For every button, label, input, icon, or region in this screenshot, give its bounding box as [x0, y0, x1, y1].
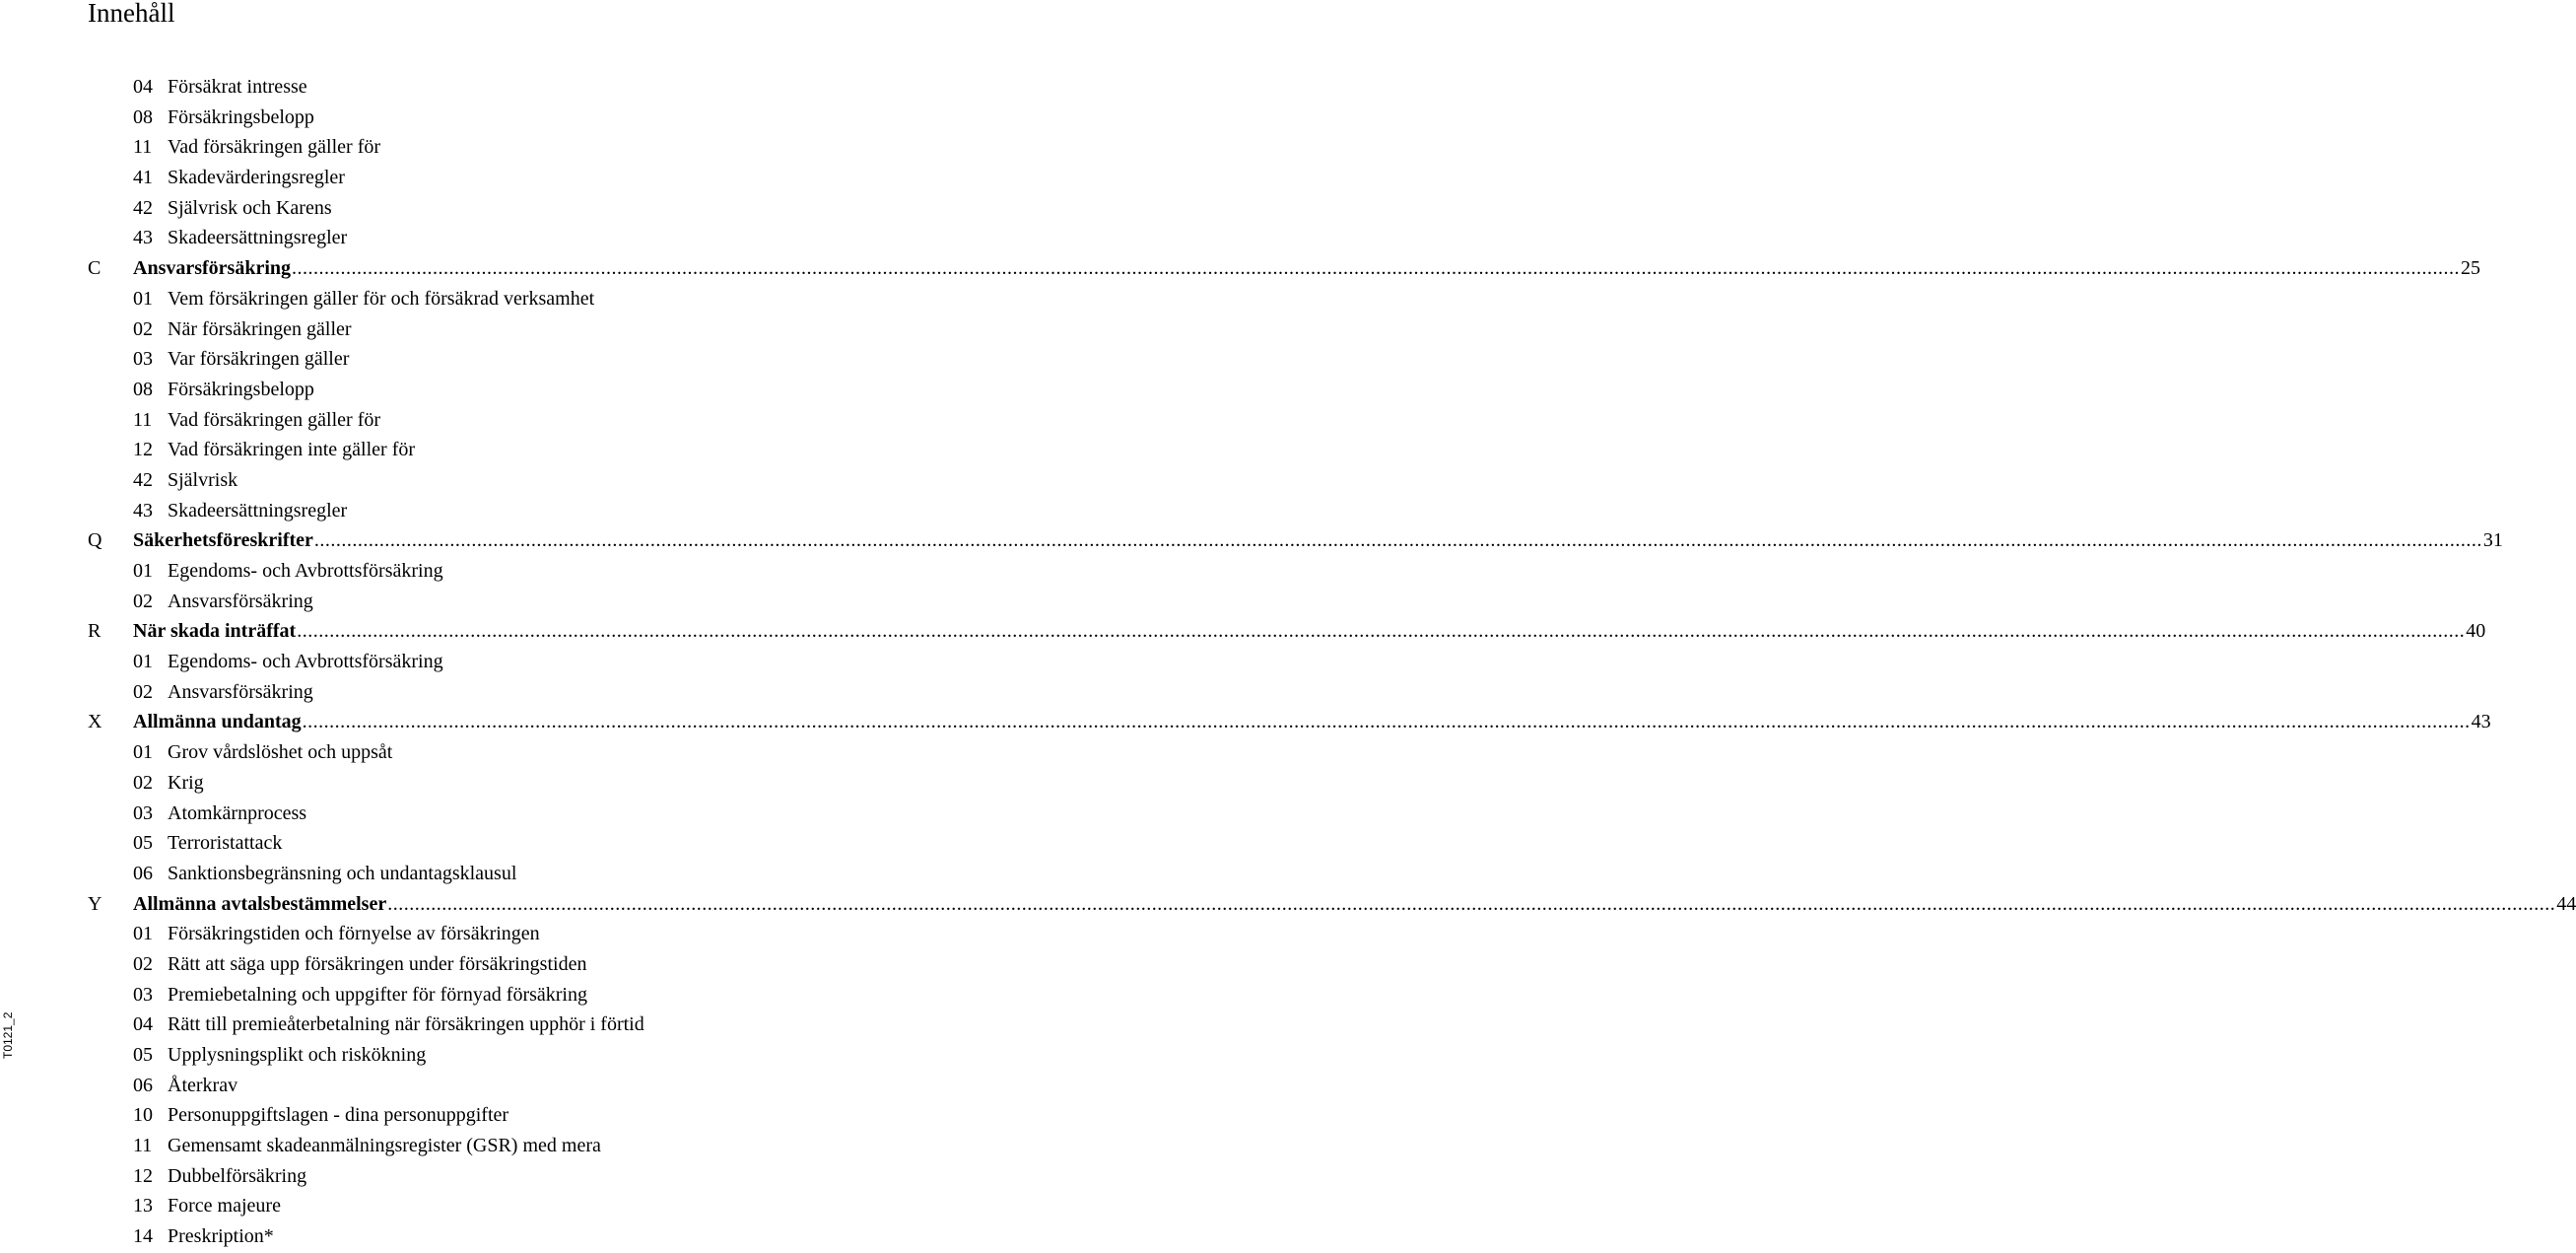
subsection-title: Egendoms- och Avbrottsförsäkring: [168, 651, 443, 673]
toc-subsection-item[interactable]: [0, 375, 946, 405]
section-title: Allmänna avtalsbestämmelser: [133, 892, 387, 915]
subsection-title: Sanktionsbegränsning och undantagsklausul: [168, 862, 517, 884]
subsection-title: Premiebetalning och uppgifter för förnyad försäkring: [168, 983, 587, 1006]
subsection-title: Rätt till premieåterbetalning när försäkringen upphör i förtid: [168, 1013, 644, 1036]
toc-subsection-item[interactable]: [0, 587, 946, 617]
toc-subsection-item[interactable]: [0, 223, 946, 253]
section-letter: X: [88, 711, 102, 733]
toc-subsection-item[interactable]: [0, 314, 946, 345]
subsection-number: 08: [133, 105, 153, 128]
section-letter: R: [88, 620, 102, 643]
table-of-contents: [0, 72, 2576, 1252]
subsection-number: 02: [133, 952, 153, 975]
toc-subsection-item[interactable]: [0, 768, 946, 799]
toc-subsection-item[interactable]: [0, 1040, 946, 1071]
page-number: 31: [2482, 529, 2503, 552]
subsection-number: 42: [133, 468, 153, 491]
subsection-number: 12: [133, 1164, 153, 1187]
section-title: Säkerhetsföreskrifter: [133, 529, 313, 552]
subsection-number: 10: [133, 1104, 153, 1127]
section-letter: Y: [88, 892, 102, 915]
subsection-number: 11: [133, 1135, 153, 1157]
subsection-title: Egendoms- och Avbrottsförsäkring: [168, 560, 443, 582]
subsection-number: 13: [133, 1195, 153, 1218]
subsection-title: Vem försäkringen gäller för och försäkrad verksamhet: [168, 287, 595, 310]
dot-leader: ................................................................................................................................................................................................................................................................................................................................................................................................................: [387, 892, 2556, 915]
toc-subsection-item[interactable]: [0, 799, 946, 829]
subsection-number: 12: [133, 439, 153, 461]
dot-leader: ................................................................................................................................................................................................................................................................................................................................................................................................................: [292, 257, 2461, 280]
subsection-number: 03: [133, 348, 153, 371]
subsection-number: 02: [133, 317, 153, 340]
subsection-title: Skadeersättningsregler: [168, 227, 348, 249]
subsection-number: 02: [133, 590, 153, 612]
subsection-number: 03: [133, 801, 153, 824]
subsection-number: 05: [133, 832, 153, 855]
toc-section-heading[interactable]: [0, 253, 2481, 284]
page-title: Innehåll: [88, 0, 175, 28]
toc-subsection-item[interactable]: [0, 949, 946, 980]
subsection-number: 02: [133, 680, 153, 703]
toc-subsection-item[interactable]: [0, 919, 946, 949]
subsection-number: 06: [133, 1074, 153, 1096]
subsection-number: 02: [133, 771, 153, 794]
page-number: 44: [2556, 892, 2576, 915]
subsection-title: Dubbelförsäkring: [168, 1164, 307, 1187]
toc-subsection-item[interactable]: [0, 1221, 946, 1252]
page-number: 40: [2466, 620, 2486, 643]
subsection-title: Försäkringsbelopp: [168, 105, 314, 128]
toc-subsection-item[interactable]: [0, 1131, 946, 1161]
toc-subsection-item[interactable]: [0, 647, 946, 677]
subsection-number: 42: [133, 196, 153, 219]
subsection-title: Preskription*: [168, 1225, 274, 1248]
toc-subsection-item[interactable]: [0, 465, 946, 496]
subsection-number: 11: [133, 136, 153, 159]
subsection-number: 01: [133, 741, 153, 764]
subsection-number: 04: [133, 76, 153, 98]
subsection-title: Krig: [168, 771, 204, 794]
subsection-title: Självrisk: [168, 468, 238, 491]
toc-subsection-item[interactable]: [0, 677, 946, 708]
page-number: 25: [2461, 257, 2481, 280]
toc-section-heading[interactable]: [0, 616, 2486, 647]
toc-subsection-item[interactable]: [0, 284, 946, 314]
toc-subsection-item[interactable]: [0, 1009, 946, 1040]
subsection-title: Ansvarsförsäkring: [168, 590, 313, 612]
toc-subsection-item[interactable]: [0, 828, 946, 859]
dot-leader: ................................................................................................................................................................................................................................................................................................................................................................................................................: [313, 529, 2482, 552]
subsection-title: Ansvarsförsäkring: [168, 680, 313, 703]
subsection-title: Force majeure: [168, 1195, 281, 1218]
subsection-number: 01: [133, 287, 153, 310]
toc-subsection-item[interactable]: [0, 496, 946, 526]
subsection-number: 01: [133, 923, 153, 945]
subsection-title: Grov vårdslöshet och uppsåt: [168, 741, 393, 764]
toc-subsection-item[interactable]: [0, 193, 946, 224]
subsection-number: 43: [133, 499, 153, 522]
subsection-number: 06: [133, 862, 153, 884]
subsection-title: Var försäkringen gäller: [168, 348, 350, 371]
section-title: Ansvarsförsäkring: [133, 257, 292, 280]
subsection-title: Upplysningsplikt och riskökning: [168, 1044, 427, 1066]
toc-subsection-item[interactable]: [0, 72, 946, 103]
subsection-number: 01: [133, 560, 153, 582]
toc-subsection-item[interactable]: [0, 163, 946, 193]
subsection-title: Gemensamt skadeanmälningsregister (GSR) med mera: [168, 1135, 601, 1157]
toc-section-heading[interactable]: [0, 707, 2491, 737]
toc-subsection-item[interactable]: [0, 103, 946, 133]
subsection-title: Försäkringstiden och förnyelse av försäkringen: [168, 923, 540, 945]
section-title: När skada inträffat: [133, 620, 297, 643]
toc-subsection-item[interactable]: [0, 1191, 946, 1221]
subsection-title: Återkrav: [168, 1074, 238, 1096]
subsection-number: 01: [133, 651, 153, 673]
toc-subsection-item[interactable]: [0, 737, 946, 768]
subsection-title: Terroristattack: [168, 832, 283, 855]
toc-subsection-item[interactable]: [0, 556, 946, 587]
subsection-number: 08: [133, 378, 153, 400]
document-code: T0121_2: [1, 1011, 15, 1059]
subsection-title: Vad försäkringen inte gäller för: [168, 439, 416, 461]
subsection-title: Försäkringsbelopp: [168, 378, 314, 400]
subsection-title: När försäkringen gäller: [168, 317, 352, 340]
toc-subsection-item[interactable]: [0, 132, 946, 163]
dot-leader: ................................................................................................................................................................................................................................................................................................................................................................................................................: [297, 620, 2466, 643]
toc-subsection-item[interactable]: [0, 405, 946, 436]
section-title: Allmänna undantag: [133, 711, 302, 733]
subsection-title: Vad försäkringen gäller för: [168, 136, 381, 159]
toc-section-heading[interactable]: [0, 889, 2576, 920]
subsection-title: Skadeersättningsregler: [168, 499, 348, 522]
subsection-number: 03: [133, 983, 153, 1006]
toc-subsection-item[interactable]: [0, 344, 946, 375]
subsection-title: Skadevärderingsregler: [168, 167, 345, 189]
subsection-number: 41: [133, 167, 153, 189]
subsection-title: Försäkrat intresse: [168, 76, 307, 98]
toc-subsection-item[interactable]: [0, 1161, 946, 1192]
toc-subsection-item[interactable]: [0, 1071, 946, 1101]
subsection-number: 04: [133, 1013, 153, 1036]
section-letter: Q: [88, 529, 102, 552]
dot-leader: ................................................................................................................................................................................................................................................................................................................................................................................................................: [302, 711, 2471, 733]
toc-subsection-item[interactable]: [0, 980, 946, 1010]
subsection-title: Rätt att säga upp försäkringen under försäkringstiden: [168, 952, 587, 975]
subsection-number: 14: [133, 1225, 153, 1248]
subsection-title: Personuppgiftslagen - dina personuppgifter: [168, 1104, 509, 1127]
page-number: 43: [2471, 711, 2491, 733]
subsection-title: Självrisk och Karens: [168, 196, 332, 219]
toc-section-heading[interactable]: [0, 525, 2503, 556]
subsection-number: 05: [133, 1044, 153, 1066]
toc-subsection-item[interactable]: [0, 1100, 946, 1131]
toc-subsection-item[interactable]: [0, 435, 946, 465]
toc-subsection-item[interactable]: [0, 859, 946, 889]
subsection-number: 11: [133, 408, 153, 431]
subsection-title: Atomkärnprocess: [168, 801, 307, 824]
subsection-title: Vad försäkringen gäller för: [168, 408, 381, 431]
section-letter: C: [88, 257, 102, 280]
subsection-number: 43: [133, 227, 153, 249]
